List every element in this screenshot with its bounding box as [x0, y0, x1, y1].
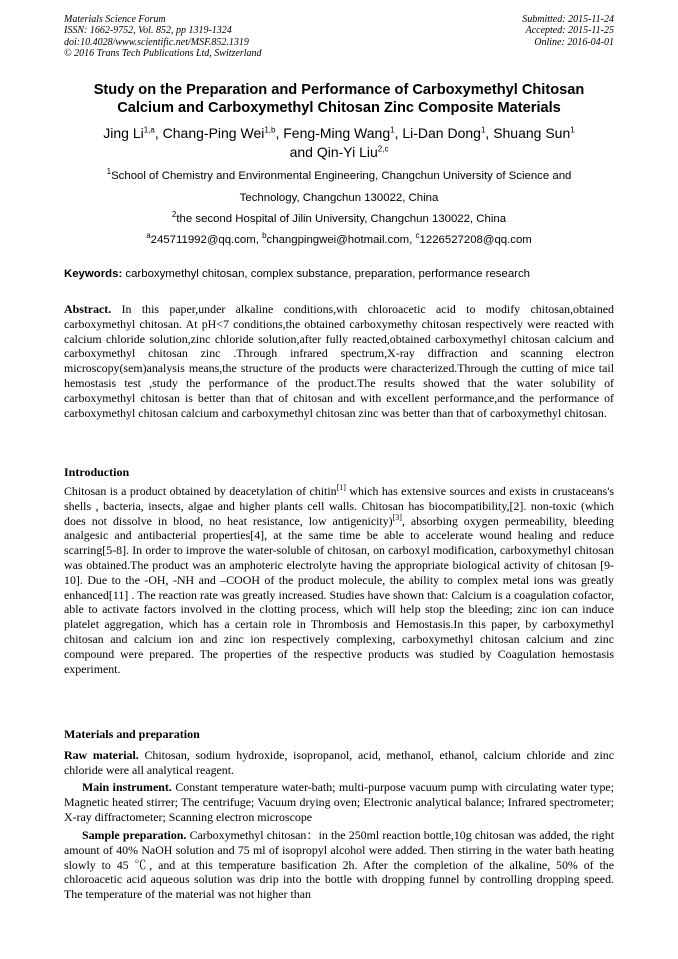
journal-doi: doi:10.4028/www.scientific.net/MSF.852.1319	[64, 36, 249, 48]
sample-preparation-text: Carboxymethyl chitosan：in the 250ml reaction bottle,10g chitosan was added, the right amount of 40% NaOH solution and 75 ml of isopropyl alcohol were added. Then stirring in the water bath heating slowly to 45 ℃, and at this temperature basification 2h. After the completion of the alkaline, 50% of the chloroacetic acid aqueous solution was drip into the bottle with dropping funnel by controlling dropping speed. The temperature of the material was not higher than	[64, 828, 614, 902]
intro-text: , absorbing oxygen permeability, bleeding analgesic and antibacterial properties[4], at the same time be able to accelerate wound healing and reduce scarring[5-8]. In order to improve the water-soluble of chitosan, on carboxyl modification, carboxymethyl chitosan was obtained.The product was an amphoteric electrolyte having the appropriate biological activity of chitosan [9-10]. Due to the -OH, -NH and –COOH of the product molecule, the ability to complex metal ions was greatly enhanced[11] . The reaction rate was greatly increased. Studies have shown that: Calcium is a coagulation cofactor, able to activate factors involved in the clotting process, which will help stop the bleeding; zinc ion can induce platelet aggregation, which has a certain role in Thrombosis and Hemostasis.In this paper, by carboxymethyl chitosan and calcium ion and zinc ion respectively complexing, carboxymethyl chitosan calcium and zinc compound were prepared. The properties of the respective products was studied by Coagulation hemostasis experiment.	[64, 513, 615, 676]
abstract-text: In this paper,under alkaline conditions,with chloroacetic acid to modify chitosan,obtained carboxymethyl chitosan. At pH<7 conditions,the obtained carboxymethy chitosan respectively were reacted with calcium chloride solution,zinc chloride solution,after fully reacted,obtained carboxymethyl chitosan calcium and carboxymethyl chitosan zinc .Through infrared spectrum,X-ray diffraction and scanning electron microscopy(sem)analysis means,the structure of the products were characterized.Through the cutting of mice tail hemostasis test ,study the performance of the product.The results showed that the water solubility of carboxymethyl chitosan is better than that of chitosan and with excellent performance,and the performance of carboxymethyl chitosan calcium and carboxymethyl chitosan zinc was better than that of carboxymethyl chitosan.	[64, 302, 614, 420]
author-name: Jing Li	[103, 125, 144, 141]
email-link[interactable]: 1226527208@qq.com	[419, 234, 532, 246]
email-sup: a	[146, 231, 151, 241]
keywords-label: Keywords:	[64, 268, 123, 280]
submitted-date: Submitted: 2015-11-24	[522, 14, 614, 25]
affiliation-text: School of Chemistry and Environmental Engineering, Changchun University of Science and	[111, 170, 572, 182]
journal-copyright: © 2016 Trans Tech Publications Ltd, Switzerland	[64, 47, 262, 59]
citation-ref[interactable]: [1]	[336, 483, 346, 493]
title-line-1: Study on the Preparation and Performance of Carboxymethyl Chitosan	[93, 82, 585, 98]
author-sup: 1	[390, 125, 395, 135]
affiliation-sup: 1	[106, 167, 112, 177]
main-instrument-label: Main instrument.	[82, 780, 172, 794]
online-date: Online: 2016-04-01	[534, 36, 614, 48]
affiliation-1	[40, 169, 638, 183]
author-emails: $^a$245711992@qq.com, $^b$changpingwei@hotmail.com, $^c$1226527208@qq.com	[146, 231, 532, 246]
introduction-paragraph	[64, 484, 614, 676]
journal-issn: ISSN: 1662-9752, Vol. 852, pp 1319-1324	[64, 25, 232, 37]
email-sup: b	[262, 231, 267, 241]
author-sup: 1	[570, 125, 575, 135]
main-instrument-text: Constant temperature water-bath; multi-purpose vacuum pump with circulating water type; Magnetic heated stirrer; The centrifuge; Vacuum drying oven; Electronic analytical balance; Infrared spectrometer; X-ray diffractometer; Scanning electron microscope	[64, 780, 615, 824]
email-link[interactable]: changpingwei@hotmail.com	[266, 234, 410, 246]
abstract	[64, 302, 614, 420]
journal-info	[64, 14, 262, 59]
raw-material-text: Chitosan, sodium hydroxide, isopropanol, acid, methanol, ethanol, calcium chloride and zinc chloride were all analytical reagent.	[64, 748, 614, 777]
author-name: Li-Dan Dong	[402, 125, 481, 141]
author-name: Feng-Ming Wang	[283, 125, 391, 141]
section-heading-introduction: Introduction	[64, 465, 130, 479]
author-name: Chang-Ping Wei	[162, 125, 265, 141]
intro-text: which has extensive sources and exists in crustaceans's shells , bacteria, insects, algae and higher plants cell walls. Chitosan has biocompatibility,[2]. non-toxic (which does not dissolve in blood, no heat resistance, low antigenicity)	[64, 484, 615, 528]
affiliation-sup: 2	[171, 210, 177, 220]
accepted-date: Accepted: 2015-11-25	[525, 25, 614, 37]
author-name: Qin-Yi Liu	[316, 144, 378, 160]
author-sup: 1,a	[143, 125, 155, 135]
sample-preparation-label: Sample preparation.	[82, 828, 187, 842]
sample-preparation-paragraph	[64, 828, 614, 902]
keywords-text: carboxymethyl chitosan, complex substance, preparation, performance research	[125, 268, 530, 280]
section-heading-materials: Materials and preparation	[64, 727, 200, 741]
citation-ref[interactable]: [3]	[392, 512, 402, 522]
author-sup: 1	[480, 125, 486, 135]
affiliation-2	[40, 212, 638, 226]
journal-name: Materials Science Forum	[64, 14, 166, 25]
affiliation-text: Technology, Changchun 130022, China	[239, 192, 439, 204]
intro-text: Chitosan is a product obtained by deacetylation of chitin	[64, 484, 337, 498]
affiliation-1-cont	[40, 191, 638, 205]
author-list: Jing Li$^{1,a}$, Chang-Ping Wei$^{1,b}$, Feng-Ming Wang$^1$, Li-Dan Dong$^1$, Shuang Sun$^1$ and Qin-Yi Liu$^{2,c}$	[103, 125, 575, 160]
author-name: Shuang Sun	[493, 125, 571, 141]
paper-title	[50, 81, 628, 117]
submission-dates	[522, 14, 614, 48]
keywords	[64, 267, 624, 281]
affiliation-text: the second Hospital of Jilin University, Changchun 130022, China	[176, 213, 507, 225]
raw-material-paragraph	[64, 748, 614, 778]
title-line-2: Calcium and Carboxymethyl Chitosan Zinc Composite Materials	[117, 100, 561, 116]
author-sup: 1,b	[264, 125, 276, 135]
main-instrument-paragraph	[64, 780, 614, 824]
author-sup: 2,c	[377, 144, 389, 154]
raw-material-label: Raw material.	[64, 748, 139, 762]
email-link[interactable]: 245711992@qq.com	[150, 234, 256, 246]
email-sup: c	[415, 231, 420, 241]
abstract-label: Abstract.	[64, 302, 112, 316]
